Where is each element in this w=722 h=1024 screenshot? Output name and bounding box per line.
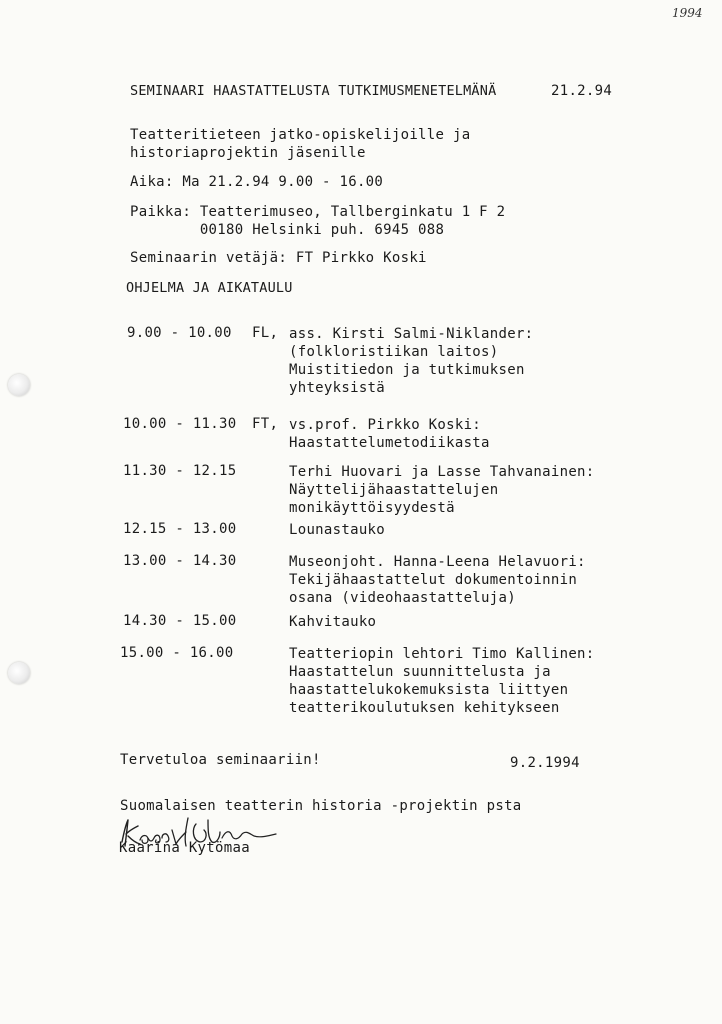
program-heading: OHJELMA JA AIKATAULU — [126, 280, 293, 296]
schedule-time: 13.00 - 14.30 — [123, 553, 237, 569]
schedule-time: 14.30 - 15.00 — [123, 613, 237, 629]
schedule-time: 12.15 - 13.00 — [123, 521, 237, 537]
schedule-line: osana (videohaastatteluja) — [289, 590, 516, 606]
schedule-line: Kahvitauko — [289, 614, 377, 630]
welcome-text: Tervetuloa seminaariin! — [120, 752, 321, 768]
seminar-title: SEMINAARI HAASTATTELUSTA TUTKIMUSMENETELMÄNÄ — [130, 83, 497, 99]
schedule-line: yhteyksistä — [289, 380, 386, 396]
schedule-title-prefix: FL, — [252, 325, 279, 341]
schedule-time: 10.00 - 11.30 — [123, 416, 237, 432]
corner-handwritten-note: 1994 — [672, 6, 703, 20]
schedule-line: monikäyttöisyydestä — [289, 500, 455, 516]
schedule-title-prefix: FT, — [252, 416, 279, 432]
sender-line: Suomalaisen teatterin historia -projektin psta — [120, 798, 522, 814]
schedule-line: ass. Kirsti Salmi-Niklander: — [289, 326, 534, 342]
schedule-line: Terhi Huovari ja Lasse Tahvanainen: — [289, 464, 595, 480]
schedule-line: Haastattelumetodiikasta — [289, 435, 490, 451]
schedule-time: 9.00 - 10.00 — [127, 325, 232, 341]
schedule-line: haastattelukokemuksista liittyen — [289, 682, 569, 698]
place-line-1: Paikka: Teatterimuseo, Tallberginkatu 1 F 2 — [130, 204, 506, 220]
place-line-2: 00180 Helsinki puh. 6945 088 — [130, 222, 445, 238]
seminar-title-date: 21.2.94 — [551, 83, 613, 99]
punch-hole-top — [8, 374, 30, 396]
punch-hole-bottom — [8, 662, 30, 684]
letter-date: 9.2.1994 — [510, 755, 580, 771]
schedule-line: Tekijähaastattelut dokumentoinnin — [289, 572, 578, 588]
schedule-line: vs.prof. Pirkko Koski: — [289, 417, 482, 433]
seminar-leader: Seminaarin vetäjä: FT Pirkko Koski — [130, 250, 427, 266]
time-line: Aika: Ma 21.2.94 9.00 - 16.00 — [130, 174, 384, 190]
schedule-line: Lounastauko — [289, 522, 386, 538]
schedule-time: 11.30 - 12.15 — [123, 463, 237, 479]
schedule-line: (folkloristiikan laitos) — [289, 344, 499, 360]
schedule-line: Muistitiedon ja tutkimuksen — [289, 362, 525, 378]
schedule-line: Näyttelijähaastattelujen — [289, 482, 499, 498]
schedule-line: Museonjoht. Hanna-Leena Helavuori: — [289, 554, 586, 570]
audience-line-2: historiaprojektin jäsenille — [130, 145, 366, 161]
schedule-line: Haastattelun suunnittelusta ja — [289, 664, 551, 680]
signature-name: Kaarina Kytömaa — [119, 840, 250, 856]
schedule-time: 15.00 - 16.00 — [120, 645, 234, 661]
schedule-line: teatterikoulutuksen kehitykseen — [289, 700, 560, 716]
audience-line-1: Teatteritieteen jatko-opiskelijoille ja — [130, 127, 471, 143]
schedule-line: Teatteriopin lehtori Timo Kallinen: — [289, 646, 595, 662]
